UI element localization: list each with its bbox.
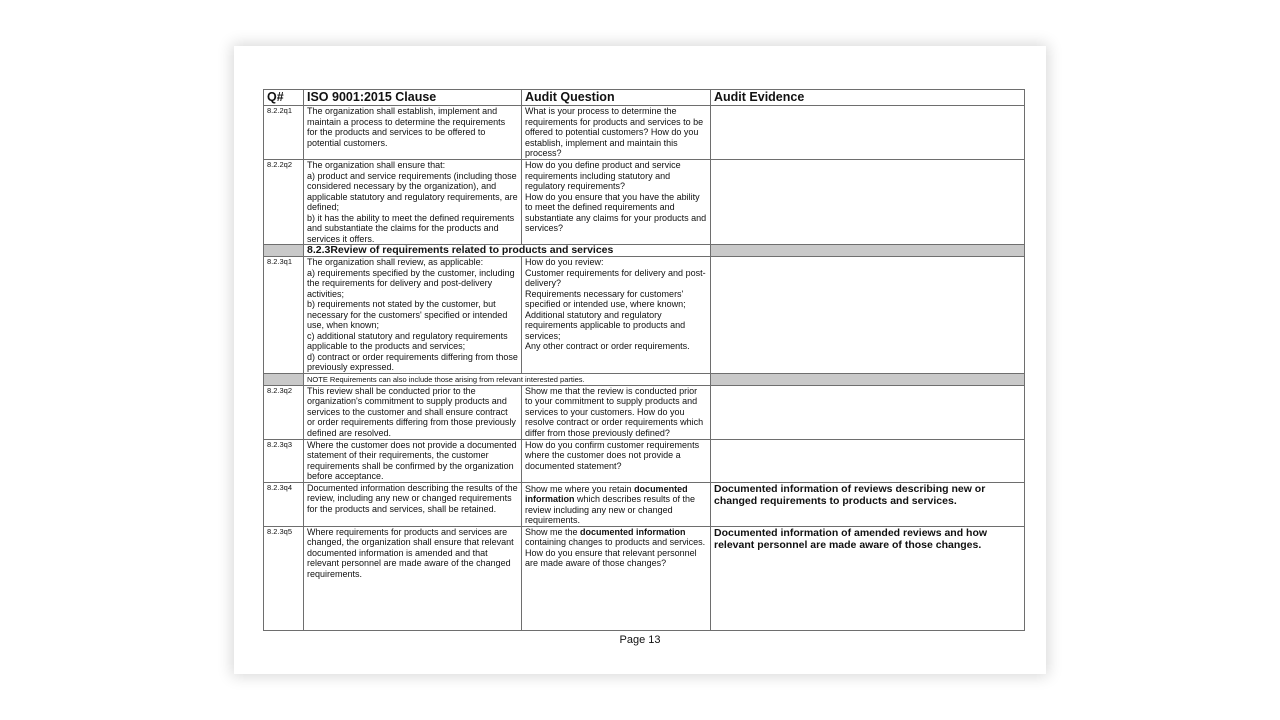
audit-question: Show me that the review is conducted prior to your commitment to supply products and services to your customers. How do you resolve contract or order requirements which differ from those previously defined? — [522, 385, 711, 439]
table-row — [264, 160, 1025, 245]
audit-question: What is your process to determine the requirements for products and services to be offered to potential customers? How do you establish, implement and maintain this process? — [522, 106, 711, 160]
page-number: Page 13 — [619, 634, 661, 646]
section-row — [264, 245, 1025, 257]
document-page — [234, 46, 1046, 674]
audit-question: Show me where you retain documented information which describes results of the review including any new or changed requirements. — [522, 482, 711, 526]
clause-text: The organization shall review, as applicable: a) requirements specified by the customer, including the requirements for delivery and post-delivery activities; b) requirements not stated by the customer, but necessary for the customers' specified or intended use, when known; c) additional statutory and regulatory requirements applicable to the products and services; d) contract or order requirements differing from those previously expressed. — [304, 257, 522, 374]
emphasis-text: documented information — [525, 483, 688, 504]
clause-text: The organization shall establish, implement and maintain a process to determine the requirements for the products and services to be offered to potential customers. — [304, 106, 522, 160]
header-audit-question: Audit Question — [522, 90, 711, 106]
q-number: 8.2.3q4 — [264, 482, 304, 526]
q-number: 8.2.3q5 — [264, 526, 304, 630]
table-row — [264, 439, 1025, 482]
table-row — [264, 526, 1025, 630]
audit-question: How do you review: Customer requirements for delivery and post-delivery? Requirements necessary for customers' specified or intended use, where known; Additional statutory and regulatory requirements applicable to products and services; Any other contract or order requirements. — [522, 257, 711, 374]
audit-question: Show me the documented information containing changes to products and services. How do you ensure that relevant personnel are made aware of those changes? — [522, 526, 711, 630]
audit-evidence — [711, 439, 1025, 482]
q-number: 8.2.2q1 — [264, 106, 304, 160]
table-row — [264, 385, 1025, 439]
section-title: 8.2.3Review of requirements related to products and services — [304, 245, 711, 257]
clause-text: Where requirements for products and services are changed, the organization shall ensure that relevant documented information is amended and that relevant personnel are made aware of the changed requirements. — [304, 526, 522, 630]
clause-text: Where the customer does not provide a documented statement of their requirements, the customer requirements shall be confirmed by the organization before acceptance. — [304, 439, 522, 482]
clause-text: The organization shall ensure that: a) product and service requirements (including those considered necessary by the organization), and applicable statutory and regulatory requirements, are defined; b) it has the ability to meet the defined requirements and substantiate the claims for the products and services it offers. — [304, 160, 522, 245]
clause-text: Documented information describing the results of the review, including any new or changed requirements for the products and services, shall be retained. — [304, 482, 522, 526]
q-number: 8.2.3q3 — [264, 439, 304, 482]
emphasis-text: documented information — [580, 526, 686, 537]
audit-evidence — [711, 385, 1025, 439]
audit-evidence: Documented information of reviews describing new or changed requirements to products and services. — [711, 482, 1025, 526]
q-number: 8.2.3q2 — [264, 385, 304, 439]
q-number: 8.2.2q2 — [264, 160, 304, 245]
note-text: NOTE Requirements can also include those arising from relevant interested parties. — [304, 373, 711, 385]
audit-evidence — [711, 257, 1025, 374]
table-header-row — [264, 90, 1025, 106]
header-clause: ISO 9001:2015 Clause — [304, 90, 522, 106]
section-row-blank — [711, 245, 1025, 257]
audit-evidence: Documented information of amended reviews and how relevant personnel are made aware of those changes. — [711, 526, 1025, 630]
clause-text: This review shall be conducted prior to the organization's commitment to supply products and services to the customer and shall ensure contract or order requirements differing from those previously defined are resolved. — [304, 385, 522, 439]
audit-table — [263, 89, 1025, 631]
header-q-number: Q# — [264, 90, 304, 106]
audit-evidence — [711, 160, 1025, 245]
section-row-blank — [264, 245, 304, 257]
table-row — [264, 106, 1025, 160]
q-number: 8.2.3q1 — [264, 257, 304, 374]
header-audit-evidence: Audit Evidence — [711, 90, 1025, 106]
note-row — [264, 373, 1025, 385]
table-row — [264, 482, 1025, 526]
audit-question: How do you define product and service requirements including statutory and regulatory requirements? How do you ensure that you have the ability to meet the defined requirements and substantiate any claims for your products and services? — [522, 160, 711, 245]
note-row-blank — [264, 373, 304, 385]
audit-evidence — [711, 106, 1025, 160]
note-row-blank — [711, 373, 1025, 385]
table-row — [264, 257, 1025, 374]
audit-question: How do you confirm customer requirements where the customer does not provide a documented statement? — [522, 439, 711, 482]
